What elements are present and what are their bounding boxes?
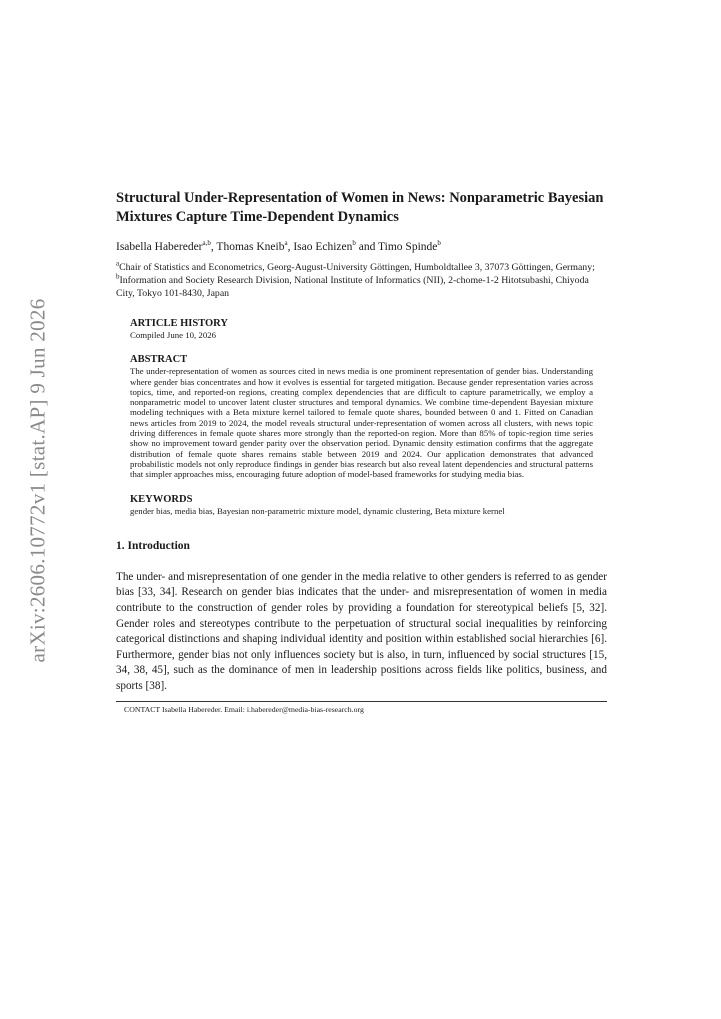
affiliation-b: Information and Society Research Division, National Institute of Informatics (NII), 2-chome-1-2 Hitotsubashi, Chiyoda City, Tokyo 101-8430, Japan (116, 275, 589, 299)
keywords-heading: KEYWORDS (130, 493, 193, 505)
introduction-heading: 1. Introduction (116, 539, 190, 552)
paper-title: Structural Under-Representation of Women in News: Nonparametric Bayesian Mixtures Capture Time-Dependent Dynamics (116, 190, 604, 225)
compiled-date: Compiled June 10, 2026 (130, 330, 217, 340)
paper-page (116, 189, 607, 714)
author: Thomas Kneib$^a$, (216, 239, 294, 253)
affiliation-a: Chair of Statistics and Econometrics, Georg-August-University Göttingen, Humboldtallee 3, 37073 Göttingen, Germany; (119, 262, 595, 273)
abstract (130, 353, 593, 479)
author: Timo Spinde$^b$ (378, 239, 441, 253)
article-history-heading: ARTICLE HISTORY (130, 318, 228, 329)
abstract-heading: ABSTRACT (130, 354, 188, 366)
article-history (130, 317, 593, 340)
abstract-text: The under-representation of women as sources cited in news media is one prominent representation of gender bias. Understanding where gender bias concentrates and how it evolves is essential for targeted mitigation. Because gender representation varies across topics, time, and reported-on regions, creating complex dependencies that are difficult to capture parametrically, we employ a nonparametric model to uncover latent cluster structures and temporal dynamics. We combine time-dependent Bayesian mixture modeling techniques with a Beta mixture kernel tailored to female quote shares, bounded between 0 and 1. Fitted on Canadian news articles from 2019 to 2024, the model reveals structural under-representation of women across all clusters, with news topic driving differences in female quote shares more strongly than the reported-on region. More than 85% of topic-region time series show no improvement toward gender parity over the observation period. Dynamic density estimation confirms that the aggregate distribution of female quote shares remains stable between 2019 and 2024. Our application demonstrates that advanced probabilistic models not only reproduce findings in gender bias research but also reveal latent dependencies and structural patterns that simpler approaches miss, encouraging future adoption of model-based frameworks for studying media bias. (130, 366, 593, 480)
contact-footnote: CONTACT Isabella Habereder. Email: i.habereder@media-bias-research.org (124, 704, 364, 714)
introduction-text: The under- and misrepresentation of one gender in the media relative to other genders is referred to as gender bias [33, 34]. Research on gender bias indicates that the under- and misrepresentation of women in media contribute to the construction of gender roles by providing a foundation for stereotypical beliefs [5, 32]. Gender roles and stereotypes contribute to the perpetuation of structural social inequalities by reinforcing categorical distinctions and shaping individual identity and position within established social hierarchies [6]. Furthermore, gender bias not only influences society but is also, in turn, influenced by social structures [15, 34, 38, 45], such as the dominance of men in leadership positions across fields like politics, business, and sports [38]. (116, 570, 607, 693)
keywords-text: gender bias, media bias, Bayesian non-parametric mixture model, dynamic clustering, Beta mixture kernel (130, 505, 505, 516)
keywords (130, 493, 593, 516)
front-matter (130, 317, 593, 516)
footnote-rule (116, 701, 607, 702)
author-list (116, 240, 607, 255)
arxiv-identifier-text: arXiv:2606.10772v1 [stat.AP] 9 Jun 2026 (25, 297, 50, 663)
author: Isao Echizen$^b$ and (293, 239, 379, 253)
affiliations: $^a$Chair of Statistics and Econometrics, Georg-August-University Göttingen, Humboldtallee 3, 37073 Göttingen, Germany; $^b$Information and Society Research Division, National Institute of Informatics (NII), 2-chome-1-2 Hitotsubashi, Chiyoda City, Tokyo 101-8430, Japan (116, 259, 595, 299)
author: Isabella Habereder$^{a,b}$, (116, 239, 217, 253)
arxiv-identifier (20, 297, 55, 663)
